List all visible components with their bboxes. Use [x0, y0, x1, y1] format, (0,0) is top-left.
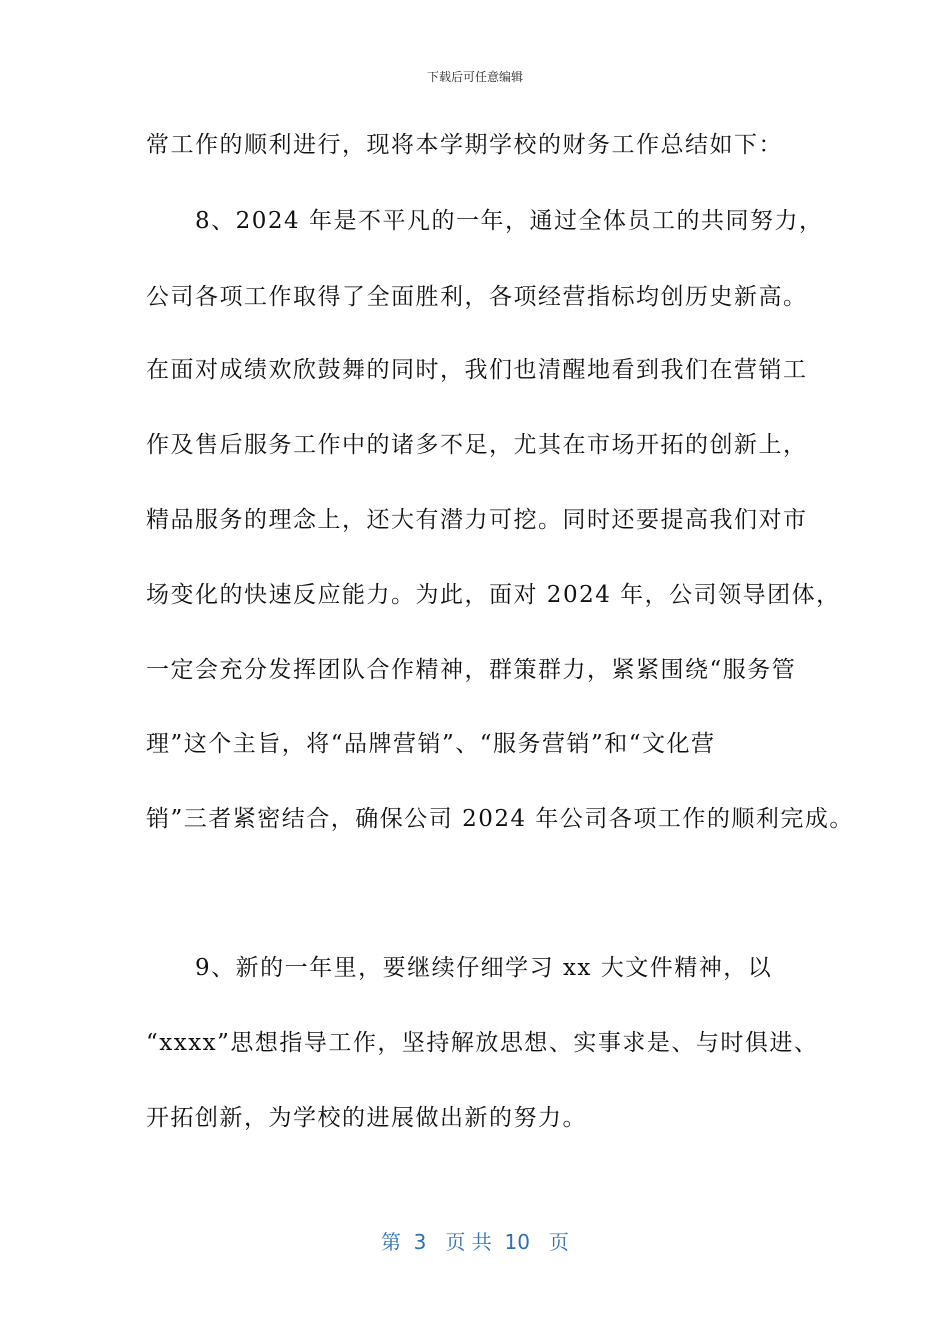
page-header-note: 下载后可任意编辑: [426, 70, 523, 84]
paragraph-line: 场变化的快速反应能力。为此，面对 2024 年，公司领导团体，: [146, 582, 841, 608]
paragraph-line: 理”这个主旨，将“品牌营销”、“服务营销”和“文化营: [146, 731, 716, 757]
paragraph-line: 一定会充分发挥团队合作精神，群策群力，紧紧围绕“服务管: [146, 657, 797, 683]
paragraph-line: 精品服务的理念上，还大有潜力可挖。同时还要提高我们对市: [146, 507, 808, 533]
paragraph-line: 在面对成绩欢欣鼓舞的同时，我们也清醒地看到我们在营销工: [146, 357, 808, 383]
page-number-footer: 第 3 页 共 10 页: [380, 1230, 570, 1254]
paragraph-line: 8、2024 年是不平凡的一年，通过全体员工的共同努力，: [146, 208, 824, 234]
paragraph-line: 公司各项工作取得了全面胜利，各项经营指标均创历史新高。: [146, 284, 808, 310]
paragraph-line: 常工作的顺利进行，现将本学期学校的财务工作总结如下：: [146, 132, 783, 158]
paragraph-line: 开拓创新，为学校的进展做出新的努力。: [146, 1105, 587, 1131]
paragraph-line: “xxxx”思想指导工作，坚持解放思想、实事求是、与时俱进、: [146, 1030, 819, 1056]
paragraph-line: 销”三者紧密结合，确保公司 2024 年公司各项工作的顺利完成。: [146, 806, 854, 832]
paragraph-line: 作及售后服务工作中的诸多不足，尤其在市场开拓的创新上，: [146, 432, 808, 458]
paragraph-line: 9、新的一年里，要继续仔细学习 xx 大文件精神，以: [146, 955, 773, 981]
